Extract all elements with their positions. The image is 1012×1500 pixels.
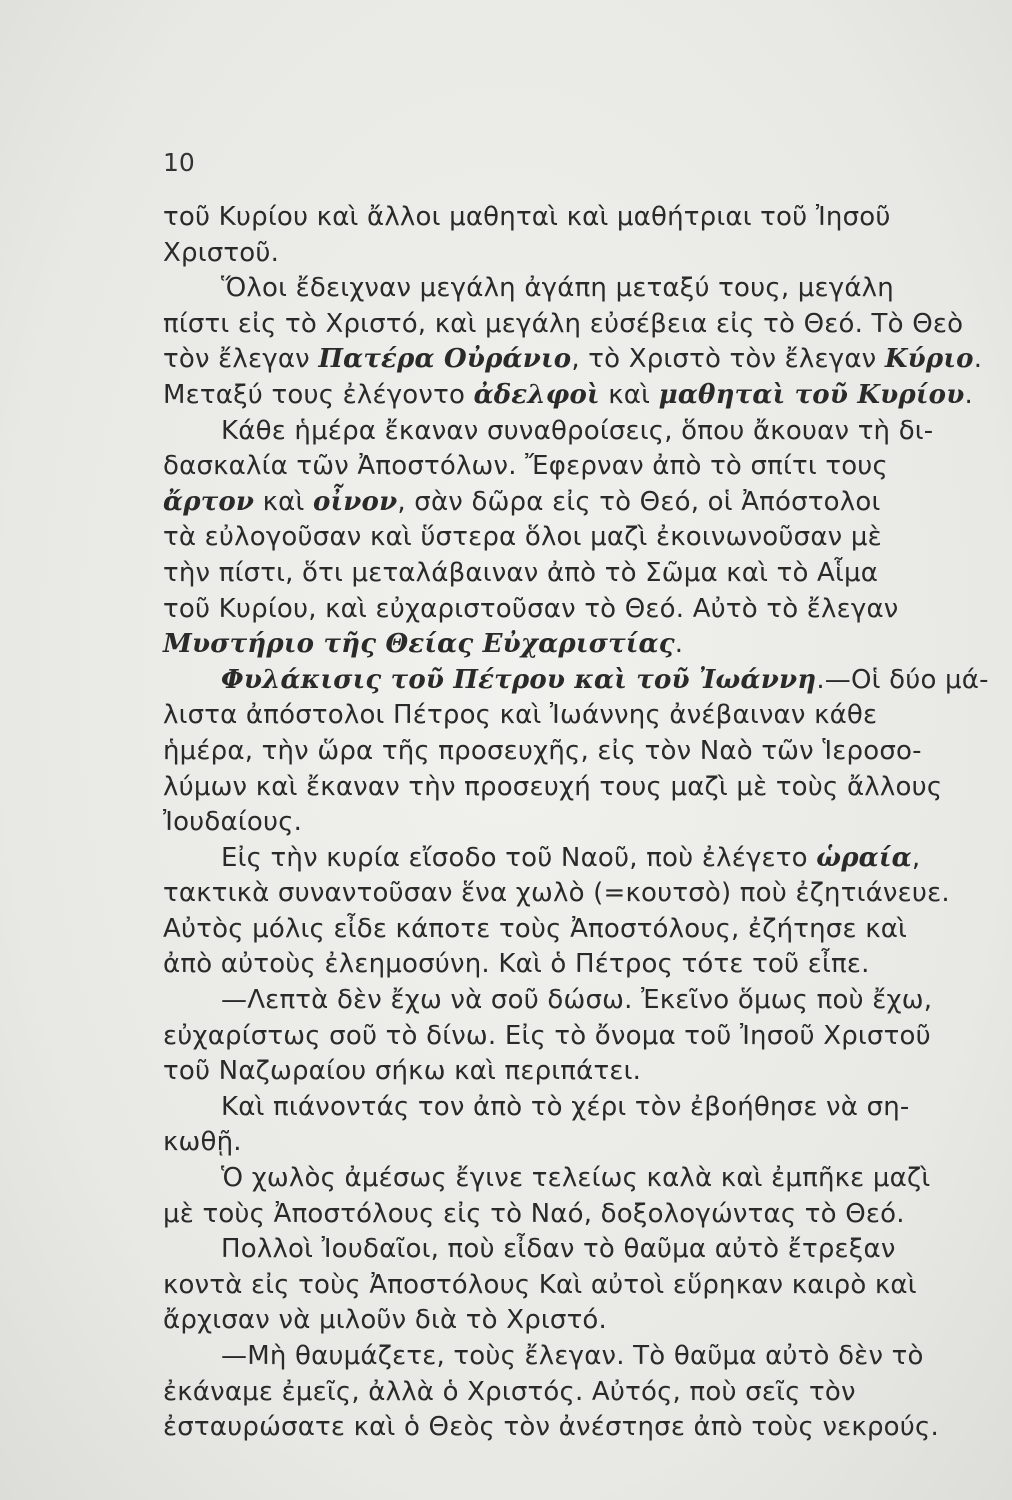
text-line: τὸν ἔλεγαν Πατέρα Οὐράνιο, τὸ Χριστὸ τὸν ἔλεγαν Κύριο. xyxy=(163,344,983,375)
body-text xyxy=(163,200,989,1446)
section-heading-line: Φυλάκισις τοῦ Πέτρου καὶ τοῦ Ἰωάννη.—Οἱ δύο μά- xyxy=(221,664,989,695)
text-line: πίστι εἰς τὸ Χριστό, καὶ μεγάλη εὐσέβεια εἰς τὸ Θεό. Τὸ Θεὸ xyxy=(163,308,964,339)
text-line: Εἰς τὴν κυρία εἴσοδο τοῦ Ναοῦ, ποὺ ἐλέγετο ὡραία, xyxy=(221,842,921,873)
emphasis: ὡραία xyxy=(816,842,912,873)
text-line: κοντὰ εἰς τοὺς Ἀποστόλους Καὶ αὐτοὶ εὕρηκαν καιρὸ καὶ xyxy=(163,1269,917,1300)
text-line: Πολλοὶ Ἰουδαῖοι, ποὺ εἶδαν τὸ θαῦμα αὐτὸ ἔτρεξαν xyxy=(221,1234,896,1265)
emphasis: Κύριο xyxy=(884,344,974,375)
text-line: τὰ εὐλογοῦσαν καὶ ὕστερα ὅλοι μαζὶ ἐκοινωνοῦσαν μὲ xyxy=(163,522,882,553)
text-line: Χριστοῦ. xyxy=(163,237,280,268)
text-line: τοῦ Κυρίου, καὶ εὐχαριστοῦσαν τὸ Θεό. Αὐτὸ τὸ ἔλεγαν xyxy=(163,593,899,624)
text-line: ἄρτον καὶ οἶνον, σὰν δῶρα εἰς τὸ Θεό, οἱ Ἀπόστολοι xyxy=(163,486,881,517)
text-line: τὴν πίστι, ὅτι μεταλάβαιναν ἀπὸ τὸ Σῶμα καὶ τὸ Αἷμα xyxy=(163,557,879,588)
text-line: Μεταξύ τους ἐλέγοντο ἀδελφοὶ καὶ μαθηταὶ τοῦ Κυρίου. xyxy=(163,379,973,410)
emphasis: ἄρτον xyxy=(163,486,255,517)
text-line: λύμων καὶ ἔκαναν τὴν προσευχή τους μαζὶ μὲ τοὺς ἄλλους xyxy=(163,771,943,802)
text-line: ἄρχισαν νὰ μιλοῦν διὰ τὸ Χριστό. xyxy=(163,1305,608,1336)
text-line: ἐκάναμε ἐμεῖς, ἀλλὰ ὁ Χριστός. Αὐτός, ποὺ σεῖς τὸν xyxy=(163,1376,856,1407)
text-line: τοῦ Κυρίου καὶ ἄλλοι μαθηταὶ καὶ μαθήτριαι τοῦ Ἰησοῦ xyxy=(163,202,891,232)
text-line: λιστα ἀπόστολοι Πέτρος καὶ Ἰωάννης ἀνέβαιναν κάθε xyxy=(163,700,878,731)
emphasis: Πατέρα Οὐράνιο xyxy=(318,344,572,375)
text-line: Αὐτὸς μόλις εἶδε κάποτε τοὺς Ἀποστόλους, ἐζήτησε καὶ xyxy=(163,913,908,944)
text-line: —Μὴ θαυμάζετε, τοὺς ἔλεγαν. Τὸ θαῦμα αὐτὸ δὲν τὸ xyxy=(221,1341,924,1371)
text-line: Ὁ χωλὸς ἀμέσως ἔγινε τελείως καλὰ καὶ ἐμπῆκε μαζὶ xyxy=(221,1163,931,1194)
text-line: κωθῇ. xyxy=(163,1127,242,1158)
emphasis: ἀδελφοὶ xyxy=(473,379,600,410)
emphasis: οἶνον xyxy=(312,486,398,517)
text-line: μὲ τοὺς Ἀποστόλους εἰς τὸ Ναό, δοξολογώντας τὸ Θεό. xyxy=(163,1198,905,1229)
text-line: ἡμέρα, τὴν ὥρα τῆς προσευχῆς, εἰς τὸν Ναὸ τῶν Ἱεροσο- xyxy=(163,735,922,766)
text-line: ἀπὸ αὐτοὺς ἐλεημοσύνη. Καὶ ὁ Πέτρος τότε τοῦ εἶπε. xyxy=(163,949,870,980)
text-line: Κάθε ἡμέρα ἔκαναν συναθροίσεις, ὅπου ἄκουαν τὴ δι- xyxy=(221,415,934,446)
text-line: Ἰουδαίους. xyxy=(163,807,303,838)
text-line: εὐχαρίστως σοῦ τὸ δίνω. Εἰς τὸ ὄνομα τοῦ Ἰησοῦ Χριστοῦ xyxy=(163,1020,931,1051)
text-line: Μυστήριο τῆς Θείας Εὐχαριστίας. xyxy=(163,629,684,660)
text-line: τακτικὰ συναντοῦσαν ἕνα χωλὸ (=κουτσὸ) ποὺ ἐζητιάνευε. xyxy=(163,878,950,909)
text-line: δασκαλία τῶν Ἀποστόλων. Ἔφερναν ἀπὸ τὸ σπίτι τους xyxy=(163,451,889,482)
emphasis: Μυστήριο τῆς Θείας Εὐχαριστίας xyxy=(163,629,675,660)
text-line: τοῦ Ναζωραίου σήκω καὶ περιπάτει. xyxy=(163,1056,642,1087)
emphasis: μαθηταὶ τοῦ Κυρίου xyxy=(658,379,965,410)
text-line: —Λεπτὰ δὲν ἔχω νὰ σοῦ δώσω. Ἐκεῖνο ὅμως ποὺ ἔχω, xyxy=(221,985,933,1016)
page-number: 10 xyxy=(163,148,195,177)
text-line: ἐσταυρώσατε καὶ ὁ Θεὸς τὸν ἀνέστησε ἀπὸ τοὺς νεκρούς. xyxy=(163,1412,939,1443)
section-heading: Φυλάκισις τοῦ Πέτρου καὶ τοῦ Ἰωάννη xyxy=(221,664,817,695)
text-line: Ὅλοι ἔδειχναν μεγάλη ἀγάπη μεταξύ τους, μεγάλη xyxy=(221,273,894,304)
text-line: Καὶ πιάνοντάς τον ἀπὸ τὸ χέρι τὸν ἐβοήθησε νὰ ση- xyxy=(221,1091,910,1122)
